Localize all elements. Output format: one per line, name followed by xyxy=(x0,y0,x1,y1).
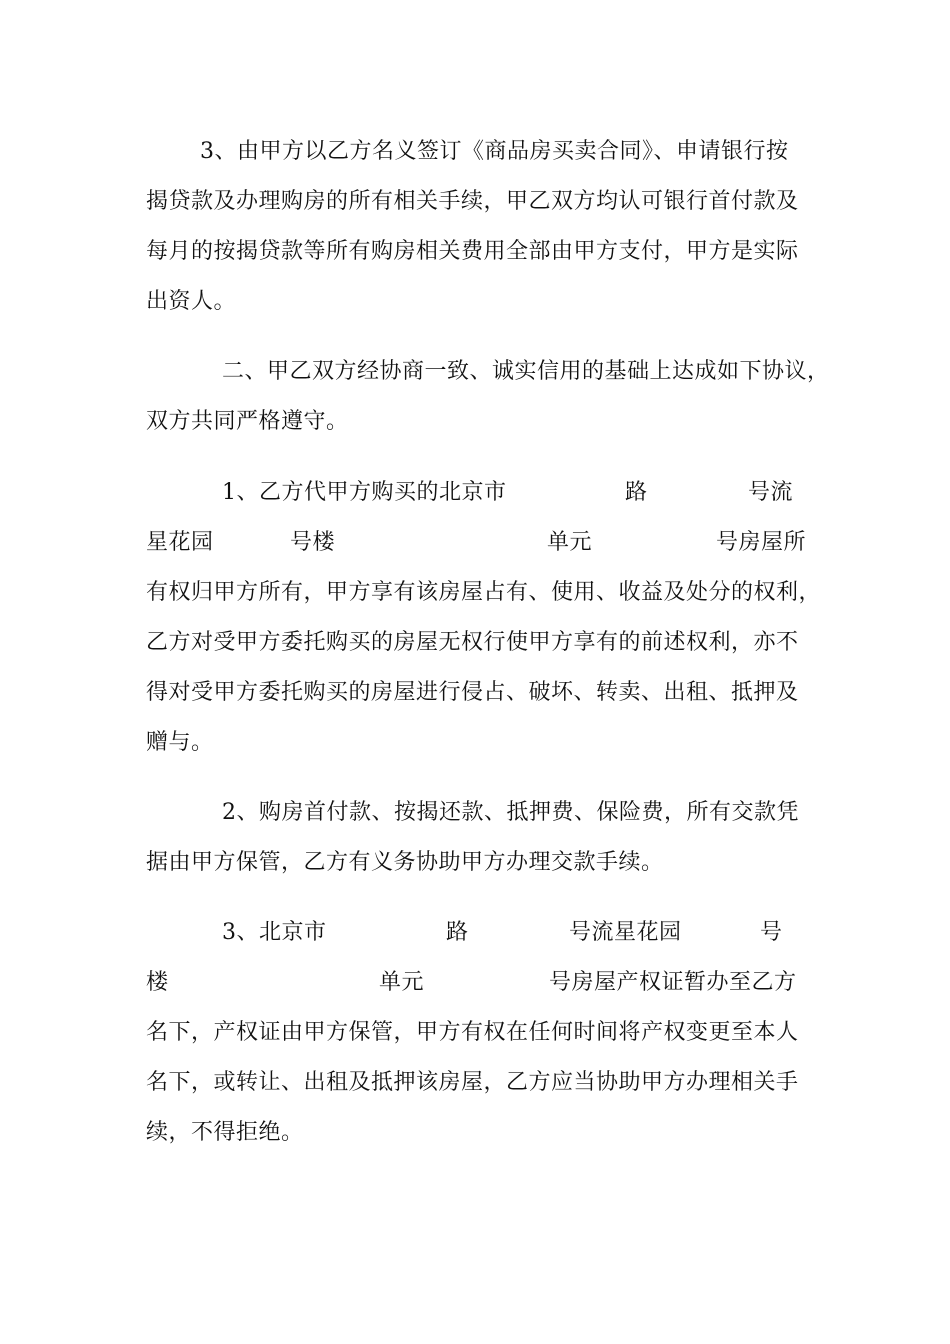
paragraph-1-line-4: 出资人。 xyxy=(146,289,237,314)
paragraph-5-line-2 xyxy=(0,968,950,998)
paragraph-5-line-1-segment-4: 号 xyxy=(760,920,783,945)
paragraph-4-line-2: 据由甲方保管，乙方有义务协助甲方办理交款手续。 xyxy=(146,850,664,875)
paragraph-3-line-1-segment-2: 路 xyxy=(625,480,648,505)
paragraph-1-line-1: 3、由甲方以乙方名义签订《商品房买卖合同》、申请银行按 xyxy=(200,139,789,164)
paragraph-3-line-1-segment-1: 1、乙方代甲方购买的北京市 xyxy=(222,480,507,505)
paragraph-3-line-5: 得对受甲方委托购买的房屋进行侵占、破坏、转卖、出租、抵押及 xyxy=(146,680,799,705)
paragraph-5-line-1 xyxy=(0,918,950,948)
paragraph-3-line-2-segment-1: 星花园 xyxy=(146,530,214,555)
paragraph-3-line-6: 赠与。 xyxy=(146,730,214,755)
paragraph-3-line-2-segment-2: 号楼 xyxy=(290,530,336,555)
paragraph-5-line-1-segment-1: 3、北京市 xyxy=(222,920,327,945)
paragraph-3-line-2-segment-3: 单元 xyxy=(547,530,593,555)
paragraph-3-line-2-segment-4: 号房屋所 xyxy=(716,530,807,555)
paragraph-2-line-2: 双方共同严格遵守。 xyxy=(146,409,349,434)
paragraph-5-line-1-segment-3: 号流星花园 xyxy=(569,920,682,945)
paragraph-5-line-2-segment-2: 单元 xyxy=(379,970,425,995)
paragraph-5-line-1-segment-2: 路 xyxy=(446,920,469,945)
paragraph-3-line-4: 乙方对受甲方委托购买的房屋无权行使甲方享有的前述权利，亦不 xyxy=(146,630,799,655)
paragraph-5-line-2-segment-1: 楼 xyxy=(146,970,169,995)
paragraph-2-line-1: 二、甲乙双方经协商一致、诚实信用的基础上达成如下协议， xyxy=(222,359,830,384)
paragraph-1-line-3: 每月的按揭贷款等所有购房相关费用全部由甲方支付，甲方是实际 xyxy=(146,239,799,264)
paragraph-5-line-3: 名下，产权证由甲方保管，甲方有权在任何时间将产权变更至本人 xyxy=(146,1020,799,1045)
paragraph-1-line-2: 揭贷款及办理购房的所有相关手续，甲乙双方均认可银行首付款及 xyxy=(146,189,799,214)
paragraph-5-line-5: 续，不得拒绝。 xyxy=(146,1120,304,1145)
paragraph-3-line-2 xyxy=(0,528,950,558)
paragraph-3-line-1 xyxy=(0,478,950,508)
paragraph-5-line-4: 名下，或转让、出租及抵押该房屋，乙方应当协助甲方办理相关手 xyxy=(146,1070,799,1095)
paragraph-3-line-3: 有权归甲方所有，甲方享有该房屋占有、使用、收益及处分的权利， xyxy=(146,580,822,605)
paragraph-4-line-1: 2、购房首付款、按揭还款、抵押费、保险费，所有交款凭 xyxy=(222,800,799,825)
paragraph-5-line-2-segment-3: 号房屋产权证暂办至乙方 xyxy=(549,970,797,995)
paragraph-3-line-1-segment-3: 号流 xyxy=(748,480,794,505)
